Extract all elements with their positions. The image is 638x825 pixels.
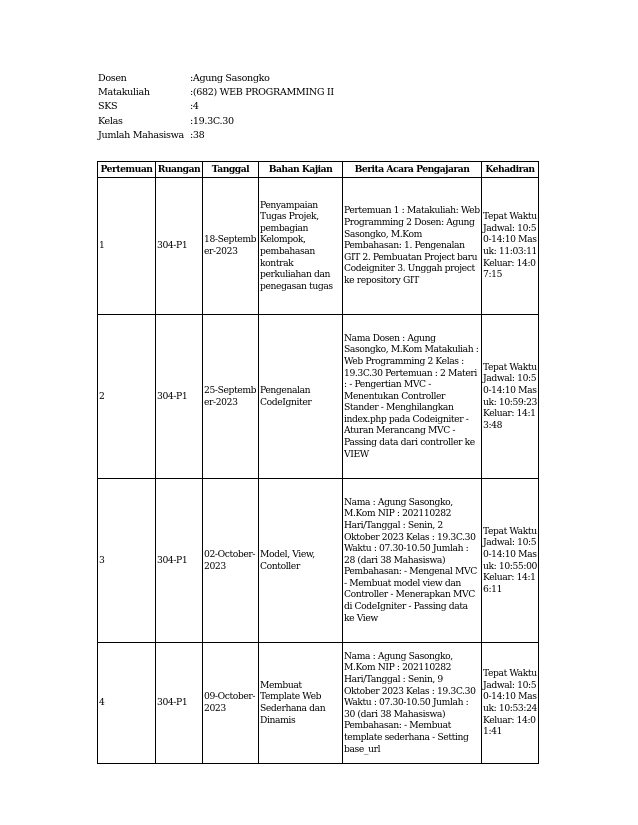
jumlah-mahasiswa-row xyxy=(98,129,334,143)
dosen-row xyxy=(98,72,334,86)
header-berita-acara: Berita Acara Pengajaran xyxy=(343,162,482,178)
cell-bahan-kajian: Membuat Template Web Sederhana dan Dinamis xyxy=(259,643,343,764)
attendance-table xyxy=(97,161,539,764)
matakuliah-row xyxy=(98,86,334,100)
dosen-label: Dosen xyxy=(98,73,127,84)
sks-row xyxy=(98,100,334,114)
berita-acara-text: Nama : Agung Sasongko, M.Kom NIP : 202110282 Hari/Tanggal : Senin, 9 Oktober 2023 Kelas : 19.3C.30 Waktu : 07.30-10.50 Jumlah : 30 (dari 38 Mahasiswa) Pembahasan: - Membuat template sederhana - Setting base_url xyxy=(344,650,476,755)
matakuliah-label: Matakuliah xyxy=(98,87,150,99)
kelas-value: :19.3C.30 xyxy=(190,115,234,127)
cell-bahan-kajian: Penyampaian Tugas Projek, pembagian Kelompok, pembahasan kontrak perkuliahan dan penegasan tugas xyxy=(259,178,343,315)
header-bahan-kajian: Bahan Kajian xyxy=(259,162,343,178)
cell-bahan-kajian: Model, View, Contoller xyxy=(259,479,343,643)
header-ruangan: Ruangan xyxy=(156,162,203,178)
kelas-label: Kelas xyxy=(98,115,123,127)
sks-label: SKS xyxy=(98,101,118,113)
cell-pertemuan: 4 xyxy=(98,643,156,764)
cell-tanggal: 18-September-2023 xyxy=(203,178,259,315)
kelas-row xyxy=(98,115,334,129)
table-row xyxy=(98,315,539,479)
cell-ruangan: 304-P1 xyxy=(156,479,203,643)
table-header-row xyxy=(98,162,539,178)
header-tanggal: Tanggal xyxy=(203,162,259,178)
cell-berita-acara: Nama : Agung Sasongko, M.Kom NIP : 202110282 Hari/Tanggal : Senin, 2 Oktober 2023 Kelas : 19.3C.30 Waktu : 07.30-10.50 Jumlah : 28 (dari 38 Mahasiswa) Pembahasan: - Mengenal MVC - Membuat model view dan Controller - Menerapkan MVC di CodeIgniter - Passing data ke View xyxy=(343,479,482,643)
cell-tanggal: 09-October-2023 xyxy=(203,643,259,764)
cell-berita-acara: Pertemuan 1 : Matakuliah: Web Programming 2 Dosen: Agung Sasongko, M.Kom Pembahasan: 1. Pengenalan GIT 2. Pembuatan Project baru Codeigniter 3. Unggah project ke repository GIT xyxy=(343,178,482,315)
cell-bahan-kajian: Pengenalan CodeIgniter xyxy=(259,315,343,479)
cell-kehadiran: Tepat Waktu Jadwal: 10:50-14:10 Masuk: 11:03:11 Keluar: 14:07:15 xyxy=(482,178,539,315)
sks-value: :4 xyxy=(190,101,199,113)
table-row xyxy=(98,479,539,643)
cell-berita-acara xyxy=(343,643,482,764)
jumlah-mahasiswa-label: Jumlah Mahasiswa xyxy=(98,129,184,141)
dosen-value: :Agung Sasongko xyxy=(190,73,270,84)
cell-kehadiran: Tepat Waktu Jadwal: 10:50-14:10 Masuk: 10:55:00 Keluar: 14:16:11 xyxy=(482,479,539,643)
cell-pertemuan: 1 xyxy=(98,178,156,315)
cell-kehadiran: Tepat Waktu Jadwal: 10:50-14:10 Masuk: 10:59:23 Keluar: 14:13:48 xyxy=(482,315,539,479)
cell-ruangan: 304-P1 xyxy=(156,643,203,764)
cell-pertemuan: 2 xyxy=(98,315,156,479)
header-kehadiran: Kehadiran xyxy=(482,162,539,178)
cell-pertemuan: 3 xyxy=(98,479,156,643)
cell-ruangan: 304-P1 xyxy=(156,178,203,315)
matakuliah-value: :(682) WEB PROGRAMMING II xyxy=(190,87,334,99)
jumlah-mahasiswa-value: :38 xyxy=(190,129,205,141)
cell-ruangan: 304-P1 xyxy=(156,315,203,479)
cell-berita-acara: Nama Dosen : Agung Sasongko, M.Kom Matakuliah : Web Programming 2 Kelas : 19.3C.30 Pertemuan : 2 Materi : - Pengertian MVC - Menentukan Controller Stander - Menghilangkan index.php pada Codeigniter - Aturan Merancang MVC - Passing data dari controller ke VIEW xyxy=(343,315,482,479)
table-row xyxy=(98,178,539,315)
cell-tanggal: 25-September-2023 xyxy=(203,315,259,479)
course-info xyxy=(98,72,334,143)
cell-kehadiran: Tepat Waktu Jadwal: 10:50-14:10 Masuk: 10:53:24 Keluar: 14:01:41 xyxy=(482,643,539,764)
table-row xyxy=(98,643,539,764)
cell-tanggal: 02-October-2023 xyxy=(203,479,259,643)
header-pertemuan: Pertemuan xyxy=(98,162,156,178)
